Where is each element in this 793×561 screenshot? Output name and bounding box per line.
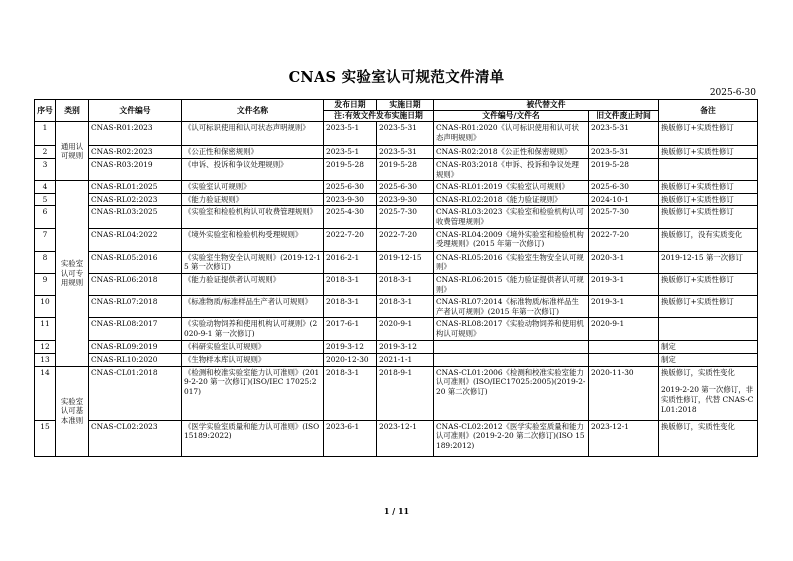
row-seq: 8 xyxy=(35,251,56,273)
table-row xyxy=(35,366,758,420)
row-issue-date: 2023-6-1 xyxy=(324,420,377,456)
row-doc-name: 《医学实验室质量和能力认可准则》(ISO 15189:2022) xyxy=(182,420,324,456)
row-doc-no: CNAS-RL10:2020 xyxy=(89,354,182,367)
row-abolish xyxy=(589,341,659,354)
row-seq: 6 xyxy=(35,206,56,228)
table-row xyxy=(35,318,758,341)
row-doc-name: 《公正性和保密规则》 xyxy=(182,146,324,159)
table-row xyxy=(35,341,758,354)
row-replaced: CNAS-RL08:2017《实验动物饲养和使用机构认可规则》 xyxy=(434,318,589,341)
row-replaced: CNAS-R02:2018《公正性和保密规则》 xyxy=(434,146,589,159)
table-row xyxy=(35,296,758,318)
row-remark-main: 换版修订，实质性变化 xyxy=(661,367,735,377)
row-seq: 11 xyxy=(35,318,56,341)
row-doc-no: CNAS-RL01:2025 xyxy=(89,181,182,194)
row-replaced: CNAS-RL05:2016《实验室生物安全认可规则》 xyxy=(434,251,589,273)
row-issue-date: 2019-3-12 xyxy=(324,341,377,354)
row-doc-no: CNAS-RL06:2018 xyxy=(89,273,182,295)
row-remark: 换版修订+实质性修订 xyxy=(659,122,758,146)
row-replaced: CNAS-RL07:2014《标准物质/标准样品生产者认可规则》(2015 年第一次修订) xyxy=(434,296,589,318)
row-impl-date: 2021-1-1 xyxy=(377,354,434,367)
row-remark: 2019-12-15 第一次修订 xyxy=(659,251,758,273)
row-replaced xyxy=(434,341,589,354)
row-doc-no: CNAS-CL02:2023 xyxy=(89,420,182,456)
row-seq: 13 xyxy=(35,354,56,367)
row-seq: 1 xyxy=(35,122,56,146)
header-note: 注:有效文件发布实施日期 xyxy=(324,111,434,122)
row-remark: 换版修订，没有实质变化 xyxy=(659,228,758,251)
row-remark: 换版修订+实质性修订 xyxy=(659,193,758,206)
row-issue-date: 2018-3-1 xyxy=(324,366,377,420)
row-issue-date: 2018-3-1 xyxy=(324,273,377,295)
row-doc-name: 《实验室和检验机构认可收费管理规则》 xyxy=(182,206,324,228)
category-general: 通用认可规则 xyxy=(56,122,89,181)
row-impl-date: 2022-7-20 xyxy=(377,228,434,251)
row-doc-no: CNAS-RL09:2019 xyxy=(89,341,182,354)
row-remark-extra: 2019-2-20 第一次修订，非实质性修订，代替 CNAS-CL01:2018 xyxy=(661,385,754,414)
header-doc-no: 文件编号 xyxy=(89,100,182,122)
row-abolish: 2019-5-28 xyxy=(589,158,659,180)
row-impl-date: 2020-9-1 xyxy=(377,318,434,341)
row-abolish: 2019-3-1 xyxy=(589,296,659,318)
row-impl-date: 2019-3-12 xyxy=(377,341,434,354)
row-replaced xyxy=(434,354,589,367)
table-row xyxy=(35,146,758,159)
row-doc-name: 《申诉、投诉和争议处理规则》 xyxy=(182,158,324,180)
table-row xyxy=(35,158,758,180)
row-impl-date: 2018-9-1 xyxy=(377,366,434,420)
row-abolish: 2023-5-31 xyxy=(589,122,659,146)
row-remark: 换版修订+实质性修订 xyxy=(659,181,758,194)
row-doc-no: CNAS-RL05:2016 xyxy=(89,251,182,273)
row-doc-no: CNAS-CL01:2018 xyxy=(89,366,182,420)
row-remark xyxy=(659,158,758,180)
row-seq: 14 xyxy=(35,366,56,420)
row-doc-name: 《实验动物饲养和使用机构认可规则》(2020-9-1 第一次修订) xyxy=(182,318,324,341)
row-remark: 换版修订+实质性修订 xyxy=(659,296,758,318)
table-row xyxy=(35,193,758,206)
row-impl-date: 2018-3-1 xyxy=(377,296,434,318)
table-row xyxy=(35,420,758,456)
row-issue-date: 2016-2-1 xyxy=(324,251,377,273)
row-replaced: CNAS-RL06:2015《能力验证提供者认可规则》 xyxy=(434,273,589,295)
row-abolish: 2023-12-1 xyxy=(589,420,659,456)
row-abolish: 2019-3-1 xyxy=(589,273,659,295)
table-row xyxy=(35,354,758,367)
row-replaced: CNAS-RL04:2009《境外实验室和检验机构受理规则》(2015 年第一次修订) xyxy=(434,228,589,251)
row-doc-no: CNAS-R03:2019 xyxy=(89,158,182,180)
table-row xyxy=(35,122,758,146)
row-abolish: 2024-10-1 xyxy=(589,193,659,206)
row-replaced: CNAS-R01:2020《认可标识使用和认可状态声明规则》 xyxy=(434,122,589,146)
row-doc-no: CNAS-R01:2023 xyxy=(89,122,182,146)
table-row xyxy=(35,228,758,251)
row-seq: 7 xyxy=(35,228,56,251)
row-abolish: 2025-7-30 xyxy=(589,206,659,228)
row-impl-date: 2025-7-30 xyxy=(377,206,434,228)
row-issue-date: 2023-9-30 xyxy=(324,193,377,206)
row-replaced: CNAS-CL01:2006《检测和校准实验室能力认可准则》(ISO/IEC17025:2005)(2019-2-20 第二次修订) xyxy=(434,366,589,420)
document-date: 2025-6-30 xyxy=(709,88,756,98)
row-doc-no: CNAS-RL02:2023 xyxy=(89,193,182,206)
row-seq: 5 xyxy=(35,193,56,206)
row-abolish: 2020-3-1 xyxy=(589,251,659,273)
row-remark xyxy=(659,318,758,341)
row-doc-name: 《标准物质/标准样品生产者认可规则》 xyxy=(182,296,324,318)
row-impl-date: 2023-5-31 xyxy=(377,146,434,159)
header-doc-name: 文件名称 xyxy=(182,100,324,122)
row-seq: 4 xyxy=(35,181,56,194)
row-impl-date: 2018-3-1 xyxy=(377,273,434,295)
header-impl-date: 实施日期 xyxy=(377,100,434,111)
row-issue-date: 2019-5-28 xyxy=(324,158,377,180)
document-table xyxy=(34,99,758,457)
row-issue-date: 2022-7-20 xyxy=(324,228,377,251)
header-category: 类别 xyxy=(56,100,89,122)
row-doc-no: CNAS-R02:2023 xyxy=(89,146,182,159)
row-remark: 换版修订+实质性修订 xyxy=(659,273,758,295)
row-impl-date: 2023-9-30 xyxy=(377,193,434,206)
row-remark: 制定 xyxy=(659,341,758,354)
row-seq: 9 xyxy=(35,273,56,295)
row-seq: 3 xyxy=(35,158,56,180)
row-remark xyxy=(659,366,758,420)
row-abolish: 2023-5-31 xyxy=(589,146,659,159)
row-issue-date: 2020-12-30 xyxy=(324,354,377,367)
header-replaced: 被代替文件 xyxy=(434,100,659,111)
row-abolish xyxy=(589,354,659,367)
row-impl-date: 2019-5-28 xyxy=(377,158,434,180)
table-row xyxy=(35,181,758,194)
row-doc-name: 《科研实验室认可规则》 xyxy=(182,341,324,354)
row-abolish: 2020-9-1 xyxy=(589,318,659,341)
row-replaced: CNAS-CL02:2012《医学实验室质量和能力认可准则》(2019-2-20 第二次修订)(ISO 15189:2012) xyxy=(434,420,589,456)
row-doc-name: 《实验室认可规则》 xyxy=(182,181,324,194)
row-remark: 换版修订，实质性变化 xyxy=(659,420,758,456)
row-doc-no: CNAS-RL03:2025 xyxy=(89,206,182,228)
row-impl-date: 2023-12-1 xyxy=(377,420,434,456)
row-impl-date: 2023-5-31 xyxy=(377,122,434,146)
row-replaced: CNAS-RL01:2019《实验室认可规则》 xyxy=(434,181,589,194)
row-abolish: 2022-7-20 xyxy=(589,228,659,251)
row-doc-name: 《实验室生物安全认可规则》(2019-12-15 第一次修订) xyxy=(182,251,324,273)
row-impl-date: 2025-6-30 xyxy=(377,181,434,194)
document-title: CNAS 实验室认可规范文件清单 xyxy=(288,69,505,86)
row-doc-name: 《生物样本库认可规则》 xyxy=(182,354,324,367)
row-issue-date: 2023-5-1 xyxy=(324,146,377,159)
row-doc-name: 《能力验证提供者认可规则》 xyxy=(182,273,324,295)
row-issue-date: 2025-6-30 xyxy=(324,181,377,194)
row-remark: 换版修订+实质性修订 xyxy=(659,206,758,228)
category-basic: 实验室认可基本准则 xyxy=(56,366,89,456)
table-row xyxy=(35,251,758,273)
row-doc-no: CNAS-RL07:2018 xyxy=(89,296,182,318)
row-abolish: 2025-6-30 xyxy=(589,181,659,194)
row-replaced: CNAS-RL02:2018《能力验证规则》 xyxy=(434,193,589,206)
header-issue-date: 发布日期 xyxy=(324,100,377,111)
row-doc-name: 《境外实验室和检验机构受理规则》 xyxy=(182,228,324,251)
header-seq: 序号 xyxy=(35,100,56,122)
header-remark: 备注 xyxy=(659,100,758,122)
page-number: 1 / 11 xyxy=(383,506,410,516)
row-seq: 2 xyxy=(35,146,56,159)
header-old-abolish: 旧文件废止时间 xyxy=(589,111,659,122)
row-replaced: CNAS-RL03:2023《实验室和检验机构认可收费管理规则》 xyxy=(434,206,589,228)
table-row xyxy=(35,206,758,228)
row-issue-date: 2025-4-30 xyxy=(324,206,377,228)
table-row xyxy=(35,273,758,295)
header-replaced-name: 文件编号/文件名 xyxy=(434,111,589,122)
row-seq: 10 xyxy=(35,296,56,318)
row-remark: 制定 xyxy=(659,354,758,367)
row-replaced: CNAS-R03:2018《申诉、投诉和争议处理规则》 xyxy=(434,158,589,180)
row-issue-date: 2017-6-1 xyxy=(324,318,377,341)
row-doc-name: 《检测和校准实验室能力认可准则》(2019-2-20 第一次修订)(ISO/IEC 17025:2017) xyxy=(182,366,324,420)
row-doc-no: CNAS-RL08:2017 xyxy=(89,318,182,341)
row-doc-name: 《能力验证规则》 xyxy=(182,193,324,206)
row-impl-date: 2019-12-15 xyxy=(377,251,434,273)
row-abolish: 2020-11-30 xyxy=(589,366,659,420)
row-remark: 换版修订+实质性修订 xyxy=(659,146,758,159)
row-seq: 12 xyxy=(35,341,56,354)
row-issue-date: 2023-5-1 xyxy=(324,122,377,146)
row-seq: 15 xyxy=(35,420,56,456)
row-issue-date: 2018-3-1 xyxy=(324,296,377,318)
row-doc-name: 《认可标识使用和认可状态声明规则》 xyxy=(182,122,324,146)
category-special: 实验室认可专用规则 xyxy=(56,181,89,367)
row-doc-no: CNAS-RL04:2022 xyxy=(89,228,182,251)
